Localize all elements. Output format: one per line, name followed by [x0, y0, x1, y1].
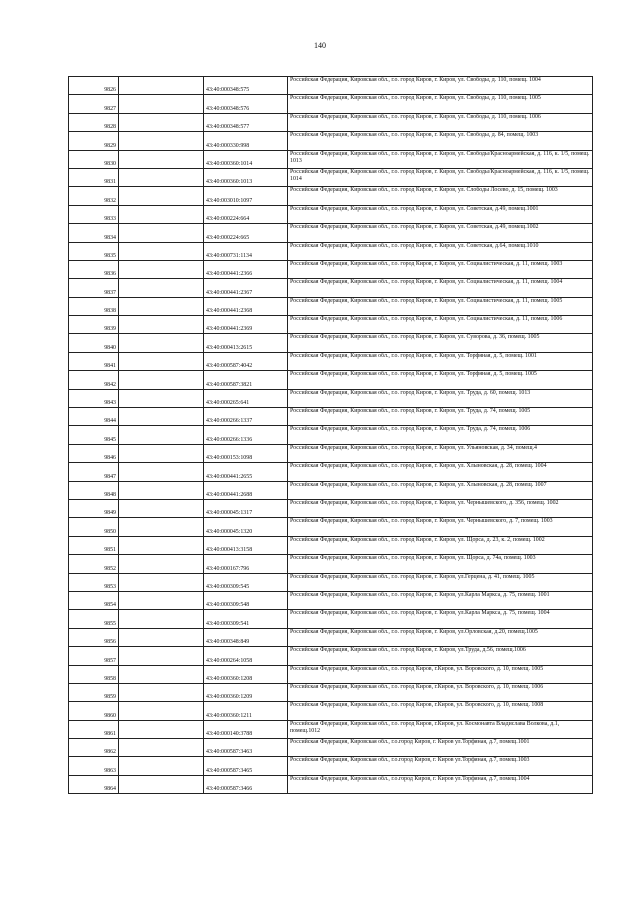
row-number: 9841	[69, 352, 119, 370]
address: Российская Федерация, Кировская обл., г.о. город Киров, г. Киров, ул. Советская, д.49, помещ.1002	[288, 224, 593, 242]
empty-cell	[119, 665, 204, 683]
cadastral-number: 43:40:000224:664	[204, 205, 288, 223]
table-row	[69, 683, 593, 701]
row-number: 9834	[69, 224, 119, 242]
address: Российская Федерация, Кировская обл., г.о. город Киров, г. Киров, ул. Хлыновская, д. 28, помещ. 1007	[288, 481, 593, 499]
address: Российская Федерация, Кировская обл., г.о.город Киров, г. Киров ул.Торфяная, д.7, помещ.1001	[288, 739, 593, 757]
cadastral-number: 43:40:003010:1097	[204, 187, 288, 205]
cadastral-number: 43:40:000587:3463	[204, 739, 288, 757]
cadastral-number: 43:40:000167:796	[204, 555, 288, 573]
row-number: 9827	[69, 95, 119, 113]
table-row	[69, 279, 593, 297]
empty-cell	[119, 389, 204, 407]
row-number: 9836	[69, 260, 119, 278]
table-row	[69, 95, 593, 113]
row-number: 9846	[69, 444, 119, 462]
cadastral-number: 43:40:000309:548	[204, 591, 288, 609]
table-row	[69, 334, 593, 352]
row-number: 9843	[69, 389, 119, 407]
empty-cell	[119, 702, 204, 720]
address: Российская Федерация, Кировская обл., г.о. город Киров, г. Киров, ул. Хлыновская, д. 28, помещ. 1004	[288, 463, 593, 481]
table-row	[69, 573, 593, 591]
address: Российская Федерация, Кировская обл., г.о. город Киров, г. Киров, ул. Суворова, д. 36, помещ. 1005	[288, 334, 593, 352]
cadastral-number: 43:40:000309:541	[204, 610, 288, 628]
row-number: 9855	[69, 610, 119, 628]
address: Российская Федерация, Кировская обл., г.о. город Киров, г. Киров, ул. Труда, д. 74, помещ. 1005	[288, 408, 593, 426]
empty-cell	[119, 352, 204, 370]
address: Российская Федерация, Кировская обл., г.о. город Киров, г. Киров, ул. Торфяная, д. 5, помещ. 1005	[288, 371, 593, 389]
cadastral-number: 43:40:000348:575	[204, 77, 288, 95]
empty-cell	[119, 499, 204, 517]
row-number: 9849	[69, 499, 119, 517]
cadastral-number: 43:40:000587:3466	[204, 775, 288, 793]
empty-cell	[119, 739, 204, 757]
cadastral-number: 43:40:000731:1134	[204, 242, 288, 260]
cadastral-number: 43:40:000360:1013	[204, 168, 288, 186]
row-number: 9838	[69, 297, 119, 315]
empty-cell	[119, 426, 204, 444]
empty-cell	[119, 481, 204, 499]
empty-cell	[119, 150, 204, 168]
address: Российская Федерация, Кировская обл., г.о. город Киров, г. Киров, ул. Торфяная, д. 5, помещ. 1001	[288, 352, 593, 370]
row-number: 9862	[69, 739, 119, 757]
empty-cell	[119, 279, 204, 297]
address: Российская Федерация, Кировская обл., г.о. город Киров, г.Киров, ул. Воровского, д. 10, помещ. 1006	[288, 683, 593, 701]
cadastral-number: 43:40:000587:4042	[204, 352, 288, 370]
address: Российская Федерация, Кировская обл., г.о. город Киров, г. Киров, ул. Труда, д. 74, помещ. 1006	[288, 426, 593, 444]
table-row	[69, 168, 593, 186]
row-number: 9861	[69, 720, 119, 738]
address: Российская Федерация, Кировская обл., г.о. город Киров, г. Киров, ул. Чернышевского, д. 356, помещ. 1002	[288, 499, 593, 517]
address: Российская Федерация, Кировская обл., г.о. город Киров, г.Киров, ул. Космонавта Владислава Волкова, д.1, помещ.1012	[288, 720, 593, 738]
empty-cell	[119, 463, 204, 481]
empty-cell	[119, 297, 204, 315]
address: Российская Федерация, Кировская обл., г.о. город Киров, г. Киров, ул.Орловская, д.20, помещ.1005	[288, 628, 593, 646]
row-number: 9860	[69, 702, 119, 720]
cadastral-number: 43:40:000348:577	[204, 113, 288, 131]
cadastral-number: 43:40:000441:2655	[204, 463, 288, 481]
address: Российская Федерация, Кировская обл., г.о. город Киров, г.Киров, ул. Воровского, д. 10, помещ. 1005	[288, 665, 593, 683]
cadastral-number: 43:40:000265:641	[204, 389, 288, 407]
table-row	[69, 757, 593, 775]
address: Российская Федерация, Кировская обл., г.о. город Киров, г. Киров, ул. Социалистическая, д. 11, помещ. 1006	[288, 316, 593, 334]
table-row	[69, 77, 593, 95]
cadastral-number: 43:40:000441:2688	[204, 481, 288, 499]
row-number: 9845	[69, 426, 119, 444]
table-row	[69, 316, 593, 334]
table-row	[69, 536, 593, 554]
cadastral-number: 43:40:000360:1209	[204, 683, 288, 701]
table-row	[69, 444, 593, 462]
address: Российская Федерация, Кировская обл., г.о. город Киров, г. Киров, ул. Свободы, д. 110, помещ. 1006	[288, 113, 593, 131]
table-row	[69, 720, 593, 738]
cadastral-number: 43:40:000330:998	[204, 132, 288, 150]
row-number: 9835	[69, 242, 119, 260]
table-row	[69, 702, 593, 720]
address: Российская Федерация, Кировская обл., г.о. город Киров, г. Киров, ул. Свободы, д. 110, помещ. 1005	[288, 95, 593, 113]
empty-cell	[119, 518, 204, 536]
address: Российская Федерация, Кировская обл., г.о. город Киров, г. Киров, ул. Труда, д. 60, помещ. 1013	[288, 389, 593, 407]
address: Российская Федерация, Кировская обл., г.о. город Киров, г. Киров, ул. Слободы Лосево, д. 15, помещ. 1003	[288, 187, 593, 205]
address: Российская Федерация, Кировская обл., г.о. город Киров, г. Киров, ул. Щорса, д. 74а, помещ. 1003	[288, 555, 593, 573]
cadastral-number: 43:40:000587:3821	[204, 371, 288, 389]
address: Российская Федерация, Кировская обл., г.о. город Киров, г. Киров, ул. Свободы, д. 84, помещ. 1003	[288, 132, 593, 150]
page-number: 140	[314, 41, 326, 50]
empty-cell	[119, 187, 204, 205]
cadastral-number: 43:40:000309:545	[204, 573, 288, 591]
row-number: 9864	[69, 775, 119, 793]
empty-cell	[119, 77, 204, 95]
cadastral-number: 43:40:000413:3158	[204, 536, 288, 554]
empty-cell	[119, 242, 204, 260]
cadastral-number: 43:40:000360:1211	[204, 702, 288, 720]
address: Российская Федерация, Кировская обл., г.о. город Киров, г. Киров, ул. Чернышевского, д. 7, помещ. 1003	[288, 518, 593, 536]
table-row	[69, 665, 593, 683]
registry-table	[68, 76, 593, 794]
row-number: 9858	[69, 665, 119, 683]
cadastral-number: 43:40:000587:3465	[204, 757, 288, 775]
empty-cell	[119, 408, 204, 426]
address: Российская Федерация, Кировская обл., г.о. город Киров, г. Киров, ул.Труда, д.56, помещ.1006	[288, 647, 593, 665]
row-number: 9859	[69, 683, 119, 701]
table-row	[69, 205, 593, 223]
table-row	[69, 610, 593, 628]
empty-cell	[119, 591, 204, 609]
table-row	[69, 371, 593, 389]
cadastral-number: 43:40:000360:1208	[204, 665, 288, 683]
empty-cell	[119, 683, 204, 701]
empty-cell	[119, 205, 204, 223]
address: Российская Федерация, Кировская обл., г.о. город Киров, г. Киров, ул. Щорса, д. 23, к. 2, помещ. 1002	[288, 536, 593, 554]
cadastral-number: 43:40:000045:1317	[204, 499, 288, 517]
row-number: 9842	[69, 371, 119, 389]
cadastral-number: 43:40:000441:2367	[204, 279, 288, 297]
address: Российская Федерация, Кировская обл., г.о. город Киров, г. Киров, ул.Карла Маркса, д. 75, помещ. 1001	[288, 591, 593, 609]
address: Российская Федерация, Кировская обл., г.о. город Киров, г.Киров, ул. Воровского, д. 10, помещ. 1008	[288, 702, 593, 720]
empty-cell	[119, 720, 204, 738]
cadastral-number: 43:40:000441:2368	[204, 297, 288, 315]
empty-cell	[119, 573, 204, 591]
empty-cell	[119, 536, 204, 554]
cadastral-number: 43:40:000045:1320	[204, 518, 288, 536]
row-number: 9831	[69, 168, 119, 186]
empty-cell	[119, 224, 204, 242]
row-number: 9833	[69, 205, 119, 223]
registry-rows	[69, 77, 593, 794]
empty-cell	[119, 371, 204, 389]
row-number: 9848	[69, 481, 119, 499]
table-row	[69, 187, 593, 205]
table-row	[69, 775, 593, 793]
empty-cell	[119, 168, 204, 186]
cadastral-number: 43:40:000413:2615	[204, 334, 288, 352]
table-row	[69, 647, 593, 665]
table-row	[69, 297, 593, 315]
address: Российская Федерация, Кировская обл., г.о. город Киров, г. Киров, ул. Социалистическая, д. 11, помещ. 1003	[288, 260, 593, 278]
row-number: 9828	[69, 113, 119, 131]
row-number: 9830	[69, 150, 119, 168]
table-row	[69, 389, 593, 407]
table-row	[69, 260, 593, 278]
table-row	[69, 408, 593, 426]
cadastral-number: 43:40:000266:1336	[204, 426, 288, 444]
table-row	[69, 518, 593, 536]
empty-cell	[119, 316, 204, 334]
row-number: 9839	[69, 316, 119, 334]
cadastral-number: 43:40:000153:1098	[204, 444, 288, 462]
row-number: 9857	[69, 647, 119, 665]
empty-cell	[119, 555, 204, 573]
row-number: 9847	[69, 463, 119, 481]
cadastral-number: 43:40:000360:1014	[204, 150, 288, 168]
table-row	[69, 132, 593, 150]
address: Российская Федерация, Кировская обл., г.о. город Киров, г. Киров, ул.Карла Маркса, д. 75, помещ. 1004	[288, 610, 593, 628]
address: Российская Федерация, Кировская обл., г.о. город Киров, г. Киров, ул.Герцена, д. 41, помещ. 1005	[288, 573, 593, 591]
row-number: 9844	[69, 408, 119, 426]
empty-cell	[119, 95, 204, 113]
cadastral-number: 43:40:000348:576	[204, 95, 288, 113]
empty-cell	[119, 628, 204, 646]
empty-cell	[119, 757, 204, 775]
cadastral-number: 43:40:000224:665	[204, 224, 288, 242]
empty-cell	[119, 775, 204, 793]
address: Российская Федерация, Кировская обл., г.о. город Киров, г. Киров, ул. Советская, д.49, помещ.1001	[288, 205, 593, 223]
table-row	[69, 628, 593, 646]
empty-cell	[119, 647, 204, 665]
table-row	[69, 426, 593, 444]
address: Российская Федерация, Кировская обл., г.о.город Киров, г. Киров ул.Торфяная, д.7, помещ.1003	[288, 757, 593, 775]
cadastral-number: 43:40:000348:849	[204, 628, 288, 646]
row-number: 9853	[69, 573, 119, 591]
address: Российская Федерация, Кировская обл., г.о. город Киров, г. Киров, ул. Свободы/Красноармейская, д. 116, к. 1/5, помещ. 1014	[288, 168, 593, 186]
address: Российская Федерация, Кировская обл., г.о. город Киров, г. Киров, ул. Социалистическая, д. 11, помещ. 1005	[288, 297, 593, 315]
table-row	[69, 739, 593, 757]
row-number: 9837	[69, 279, 119, 297]
row-number: 9826	[69, 77, 119, 95]
address: Российская Федерация, Кировская обл., г.о. город Киров, г. Киров, ул. Ульяновская, д. 34, помещ.4	[288, 444, 593, 462]
empty-cell	[119, 444, 204, 462]
empty-cell	[119, 132, 204, 150]
table-row	[69, 242, 593, 260]
cadastral-number: 43:40:000140:3788	[204, 720, 288, 738]
cadastral-number: 43:40:000441:2369	[204, 316, 288, 334]
row-number: 9829	[69, 132, 119, 150]
table-row	[69, 555, 593, 573]
table-row	[69, 224, 593, 242]
row-number: 9832	[69, 187, 119, 205]
table-row	[69, 463, 593, 481]
table-row	[69, 481, 593, 499]
table-row	[69, 113, 593, 131]
table-row	[69, 591, 593, 609]
empty-cell	[119, 260, 204, 278]
row-number: 9863	[69, 757, 119, 775]
address: Российская Федерация, Кировская обл., г.о. город Киров, г. Киров, ул. Социалистическая, д. 11, помещ. 1004	[288, 279, 593, 297]
address: Российская Федерация, Кировская обл., г.о. город Киров, г. Киров, ул. Советская, д.64, помещ.1010	[288, 242, 593, 260]
address: Российская Федерация, Кировская обл., г.о. город Киров, г. Киров, ул. Свободы/Красноармейская, д. 116, к. 1/5, помещ. 1013	[288, 150, 593, 168]
row-number: 9856	[69, 628, 119, 646]
row-number: 9851	[69, 536, 119, 554]
row-number: 9852	[69, 555, 119, 573]
cadastral-number: 43:40:000441:2366	[204, 260, 288, 278]
table-row	[69, 150, 593, 168]
empty-cell	[119, 610, 204, 628]
cadastral-number: 43:40:000264:1058	[204, 647, 288, 665]
empty-cell	[119, 113, 204, 131]
cadastral-number: 43:40:000266:1337	[204, 408, 288, 426]
table-row	[69, 352, 593, 370]
table-row	[69, 499, 593, 517]
row-number: 9840	[69, 334, 119, 352]
row-number: 9854	[69, 591, 119, 609]
empty-cell	[119, 334, 204, 352]
address: Российская Федерация, Кировская обл., г.о. город Киров, г. Киров, ул. Свободы, д. 110, помещ. 1004	[288, 77, 593, 95]
row-number: 9850	[69, 518, 119, 536]
address: Российская Федерация, Кировская обл., г.о.город Киров, г. Киров ул.Торфяная, д.7, помещ.1004	[288, 775, 593, 793]
